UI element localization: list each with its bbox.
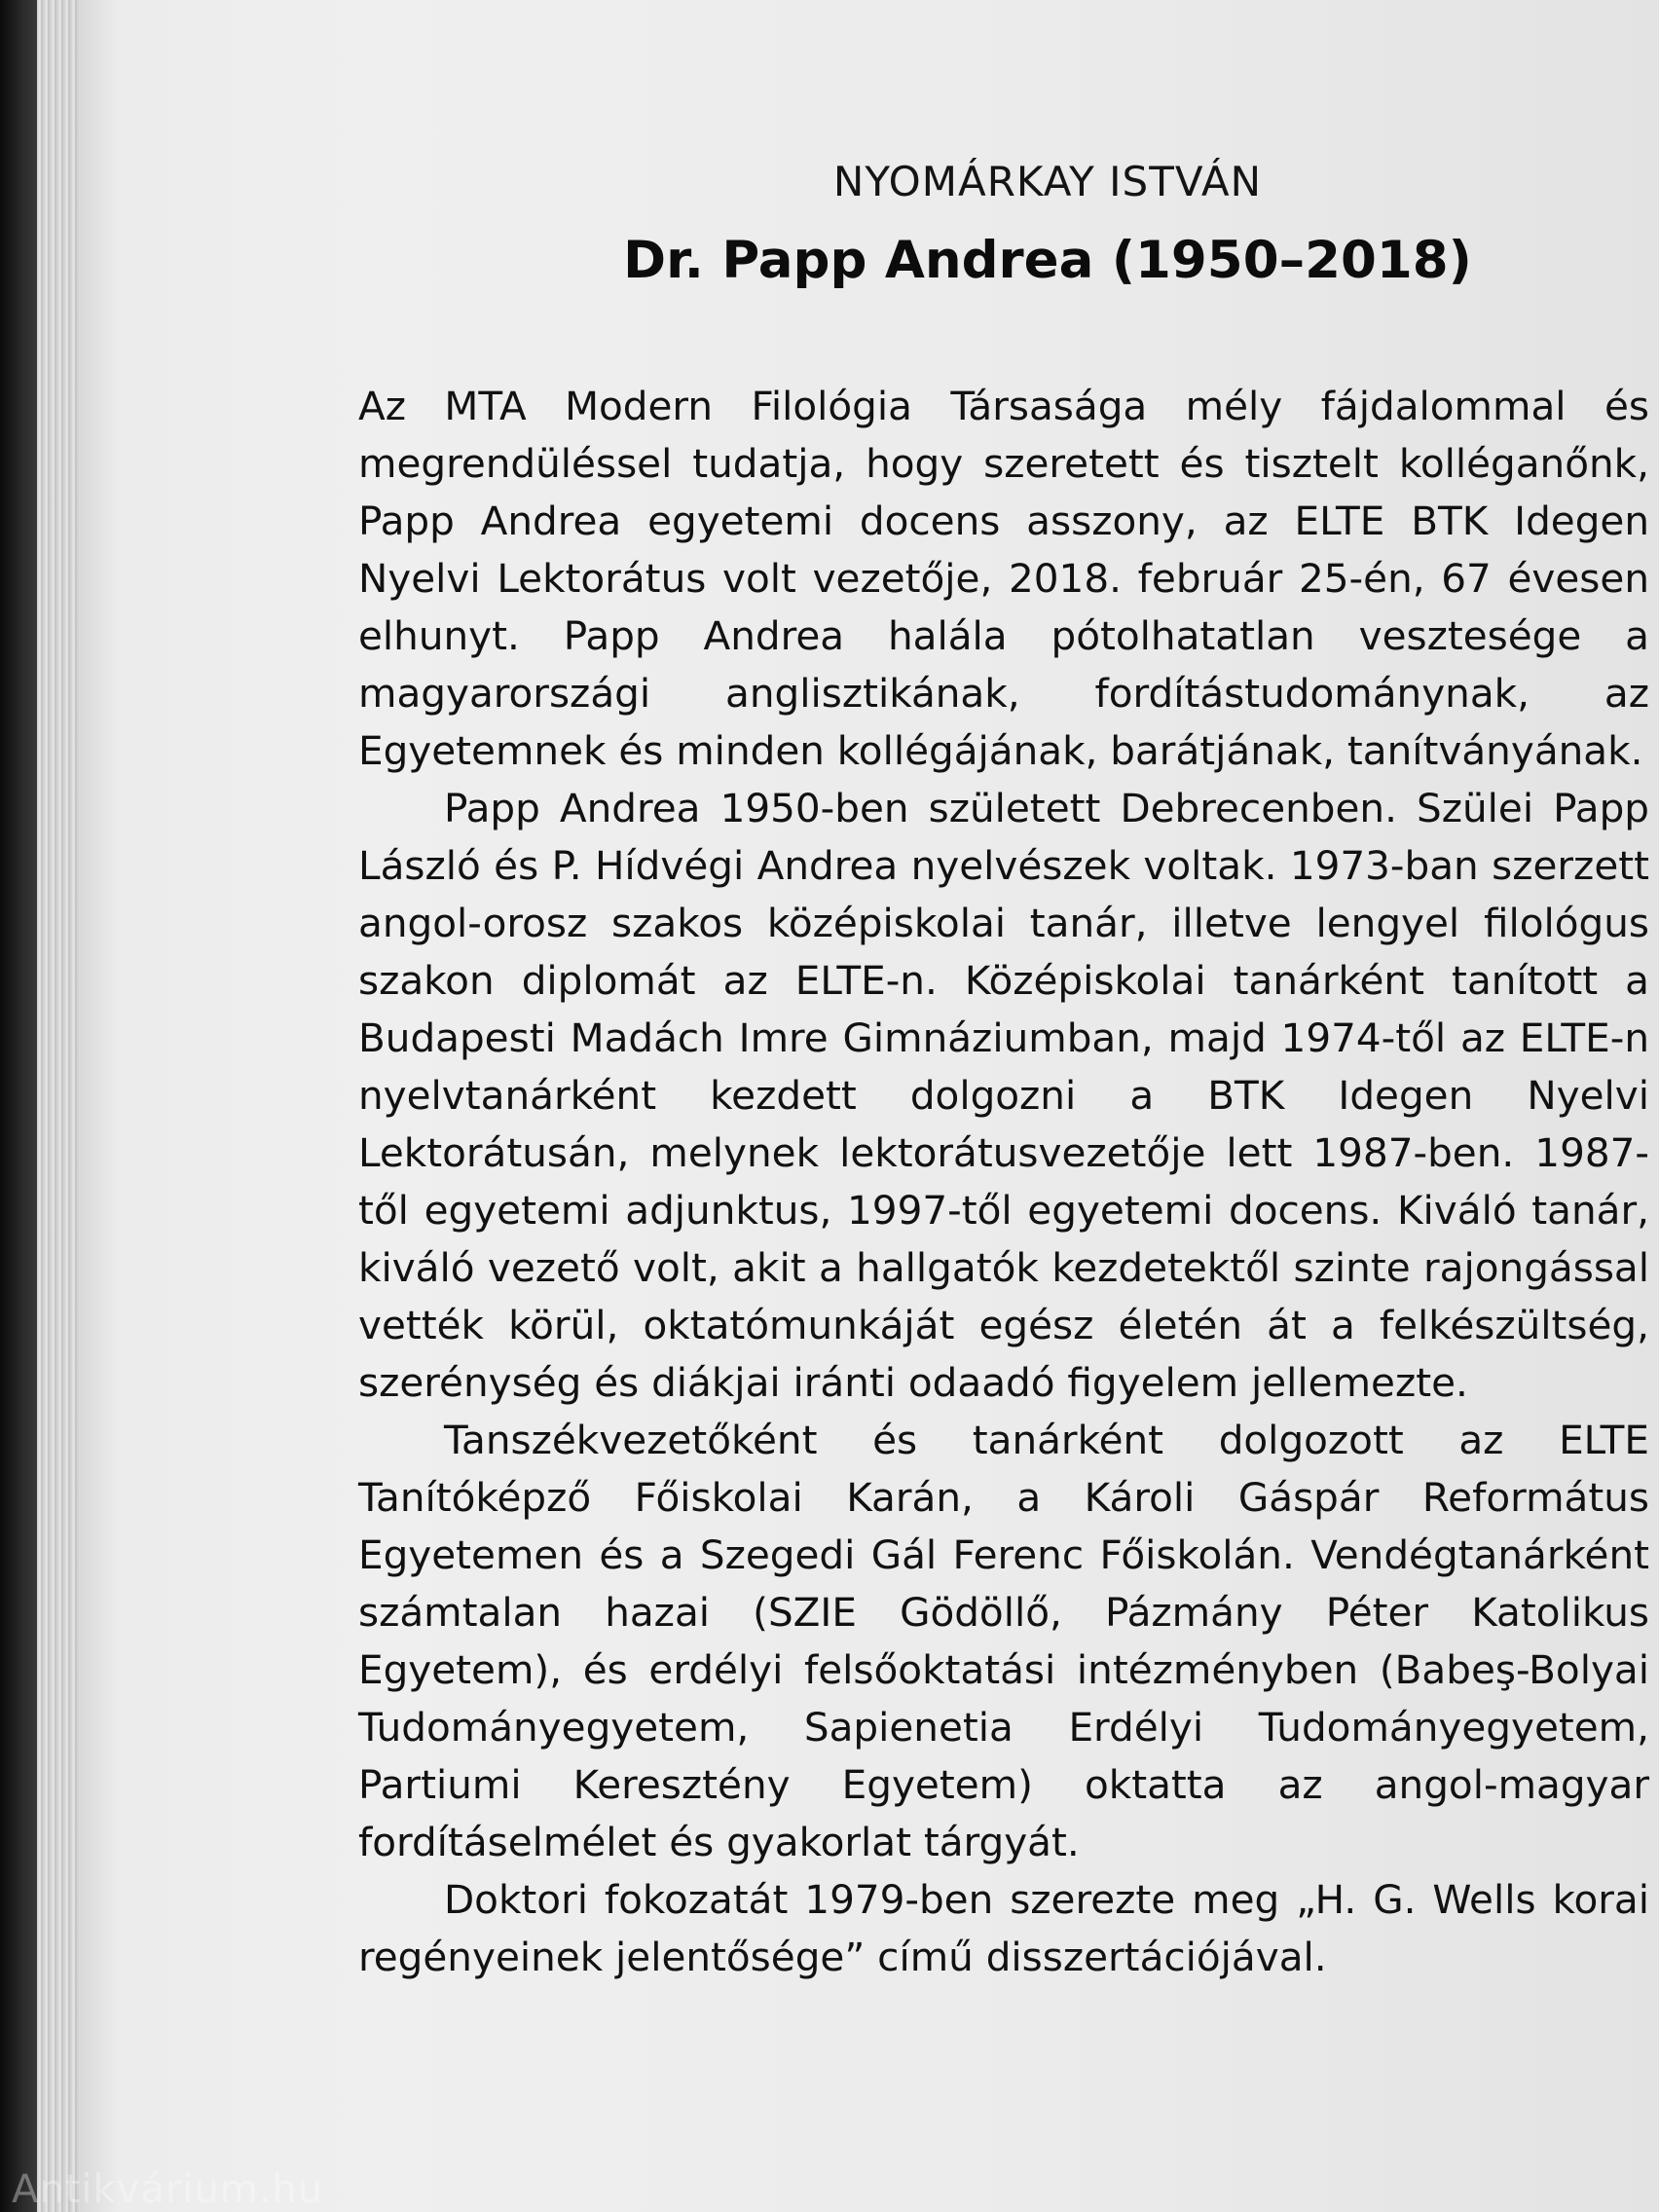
body-text [358, 378, 1649, 1986]
page-edges [37, 0, 80, 2212]
paragraph-1: Az MTA Modern Filológia Társasága mély fájdalommal és megrendüléssel tudatja, hogy szeretett és tisztelt kolléganőnk, Papp Andrea egyetemi docens asszony, az ELTE BTK Idegen Nyelvi Lektorátus volt vezetője, 2018. február 25-én, 67 évesen elhunyt. Papp Andrea halála pótolhatatlan vesztesége a magyarországi anglisztikának, fordítástudománynak, az Egyetemnek és minden kollégájának, barátjának, tanítványának. [358, 383, 1649, 774]
author-name: NYOMÁRKAY ISTVÁN [832, 158, 1263, 205]
book-spine [0, 0, 37, 2212]
watermark: Antikvárium.hu [12, 2167, 324, 2212]
paragraph-4: Doktori fokozatát 1979-ben szerezte meg „H. G. Wells korai regényeinek jelentősége” című disszertációjával. [358, 1876, 1649, 1980]
article-title: Dr. Papp Andrea (1950–2018) [623, 231, 1472, 290]
page-content [358, 146, 1649, 1986]
paragraph-3: Tanszékvezetőként és tanárként dolgozott az ELTE Tanítóképző Főiskolai Karán, a Károli Gáspár Református Egyetemen és a Szegedi Gál Ferenc Főiskolán. Vendégtanárként számtalan hazai (SZIE Gödöllő, Pázmány Péter Katolikus Egyetem), és erdélyi felsőoktatási intézményben (Babeş-Bolyai Tudományegyetem, Sapienetia Erdélyi Tudományegyetem, Partiumi Keresztény Egyetem) oktatta az angol-magyar fordításelmélet és gyakorlat tárgyát. [358, 1417, 1649, 1865]
book-page [80, 0, 1659, 2212]
paragraph-2: Papp Andrea 1950-ben született Debrecenben. Szülei Papp László és P. Hídvégi Andrea nyelvészek voltak. 1973-ban szerzett angol-orosz szakos középiskolai tanár, illetve lengyel filológus szakon diplomát az ELTE-n. Középiskolai tanárként tanított a Budapesti Madách Imre Gimnáziumban, majd 1974-től az ELTE-n nyelvtanárként kezdett dolgozni a BTK Idegen Nyelvi Lektorátusán, melynek lektorátusvezetője lett 1987-ben. 1987-től egyetemi adjunktus, 1997-től egyetemi docens. Kiváló tanár, kiváló vezető volt, akit a hallgatók kezdetektől szinte rajongással vették körül, oktatómunkáját egész életén át a felkészültség, szerénység és diákjai iránti odaadó figyelem jellemezte. [358, 785, 1649, 1406]
